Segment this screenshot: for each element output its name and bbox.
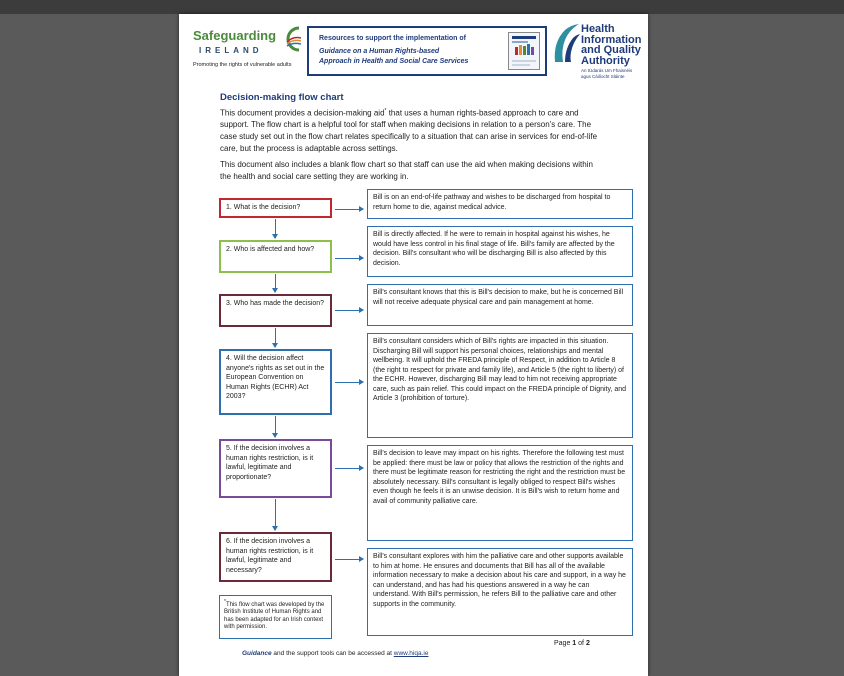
hiqa-website-link[interactable]: www.hiqa.ie — [393, 650, 429, 657]
flow-question-2 — [219, 240, 332, 273]
flow-question-text: 5. If the decision involves a human rights restriction, is it lawful, legitimate and proportionate? — [226, 445, 314, 481]
guidance-line-2: Approach in Health and Social Care Services — [319, 58, 469, 65]
document-page — [179, 14, 648, 676]
hiqa-logo — [551, 22, 647, 78]
flow-question-3 — [219, 294, 332, 327]
arrow-right-1 — [335, 209, 363, 210]
guidance-cover-thumbnail — [508, 32, 540, 70]
flow-question-4 — [219, 349, 332, 415]
intro-paragraph-1 — [220, 106, 600, 155]
arrow-down-3 — [275, 328, 276, 347]
flow-answer-1 — [367, 189, 633, 219]
flow-question-text: 4. Will the decision affect anyone's rights as set out in the European Convention on Human Rights (ECHR) Act 2003? — [226, 355, 325, 400]
resources-title: Resources to support the implementation of — [319, 35, 467, 42]
hiqa-mark-icon — [551, 22, 581, 66]
intro-p1-start: This document provides a decision-making aid — [220, 108, 385, 118]
viewer-top-bar — [0, 0, 844, 14]
footnote-marker: * — [384, 108, 387, 114]
footer-guidance: Guidance — [242, 650, 272, 657]
footnote-box — [219, 595, 332, 639]
page-number-sep: of — [576, 640, 586, 647]
intro-text — [220, 106, 600, 186]
safeguarding-ireland-logo — [193, 24, 303, 76]
flow-question-1 — [219, 198, 332, 218]
arrow-down-2 — [275, 274, 276, 292]
flow-question-text: 2. Who is affected and how? — [226, 246, 315, 253]
hiqa-irish-name — [581, 68, 632, 79]
page-number — [554, 640, 590, 647]
arrow-down-4 — [275, 416, 276, 437]
footnote-text: This flow chart was developed by the British Institute of Human Rights and has been adapted for an Irish context with permission. — [224, 602, 325, 630]
arrow-down-1 — [275, 219, 276, 238]
arrow-right-6 — [335, 559, 363, 560]
hiqa-line-4: Authority — [581, 54, 630, 67]
flow-answer-text: Bill's consultant considers which of Bill's rights are impacted in this situation. Discharging Bill will support his personal choices, relationships and mental wellbeing. It will uphold the FREDA principle of Respect, in addition to Article 8 (the right to respect for private and family life), and Article 5 (the right to liberty) of the ECHR. However, discharging Bill may lead to him not receiving appropriate care, such as pain relief. This could impact on the FREDA principle of Dignity, and Article 3 (prohibition of torture). — [373, 338, 627, 402]
intro-paragraph-2: This document also includes a blank flow chart so that staff can use the aid when making decisions within the health and social care setting they are working in. — [220, 159, 593, 181]
flow-question-5 — [219, 439, 332, 498]
flow-answer-text: Bill's consultant explores with him the palliative care and other supports available to him at home. He ensures and documents that Bill has all of the available information necessary to make a decision about his care and support, in a way he can understand, and has had his questions answered in a way he can understand. With Bill's permission, he refers Bill to the palliative care and other supports in the community. — [373, 553, 626, 608]
safeguarding-tagline: Promoting the rights of vulnerable adults — [193, 62, 292, 68]
resources-banner — [307, 26, 547, 76]
intro-p1-end: that uses a human rights-based approach to care and support. The flow chart is a helpful tool for staff when making decisions in relation to a person's care. The case study set out in the flow chart relates specifically to a situation that can arise in services for end-of-life care, but the process is adaptable across settings. — [220, 108, 598, 154]
footnote-box-marker: * — [224, 599, 226, 605]
arrow-right-3 — [335, 310, 363, 311]
flow-answer-2 — [367, 226, 633, 277]
safeguarding-country: IRELAND — [199, 46, 263, 55]
safeguarding-swirl-icon — [281, 24, 303, 54]
page-title: Decision-making flow chart — [220, 92, 344, 103]
resources-guidance-title — [319, 47, 499, 67]
flow-answer-4 — [367, 333, 633, 438]
hiqa-line-1: Health — [581, 23, 615, 35]
flow-answer-3 — [367, 284, 633, 326]
arrow-right-5 — [335, 468, 363, 469]
flow-question-text: 6. If the decision involves a human rights restriction, is it lawful, legitimate and necessary? — [226, 538, 314, 574]
page-current: 1 — [572, 640, 577, 647]
page-number-prefix: Page — [554, 640, 573, 647]
footer-text — [242, 650, 428, 657]
hiqa-irish-line-2: agus Cáilíocht Sláinte — [581, 73, 625, 79]
guidance-line-1: Guidance on a Human Rights-based — [319, 48, 440, 55]
flow-answer-text: Bill is on an end-of-life pathway and wishes to be discharged from hospital to return home to die, against medical advice. — [373, 194, 611, 211]
safeguarding-name: Safeguarding — [193, 28, 277, 43]
hiqa-line-3: and Quality — [581, 44, 641, 56]
hiqa-line-2: Information — [581, 33, 642, 46]
flow-question-text: 3. Who has made the decision? — [226, 300, 325, 307]
flow-answer-text: Bill's decision to leave may impact on his rights. Therefore the following test must be applied: there must be law or policy that allows the restriction of the rights and there must be legitimate reason for restricting the right and the restriction must be absolutely necessary. Bill's consultant is legally obliged to respect Bill's wishes even though he feels it is an unwise decision. It is Bill's wish to return home and avail of community palliative care. — [373, 450, 626, 505]
flow-answer-5 — [367, 445, 633, 541]
flow-answer-text: Bill is directly affected. If he were to remain in hospital against his wishes, he would have less control in his final stage of life. Bill's family are affected by the decision. Bill's consultant who will be discharging Bill is also affected by this decision. — [373, 231, 615, 267]
page-total: 2 — [585, 640, 590, 647]
flow-answer-6 — [367, 548, 633, 636]
flow-answer-text: Bill's consultant knows that this is Bill's decision to make, but he is concerned Bill will not receive adequate physical care and pain management at home. — [373, 289, 624, 306]
arrow-right-4 — [335, 382, 363, 383]
flow-question-6 — [219, 532, 332, 582]
footer-middle: and the support tools can be accessed at — [271, 650, 394, 657]
hiqa-name — [581, 24, 642, 66]
hiqa-irish-line-1: An tÚdarás Um Fhaisnéis — [581, 68, 633, 73]
arrow-down-5 — [275, 499, 276, 530]
arrow-right-2 — [335, 258, 363, 259]
flow-question-text: 1. What is the decision? — [226, 204, 301, 211]
